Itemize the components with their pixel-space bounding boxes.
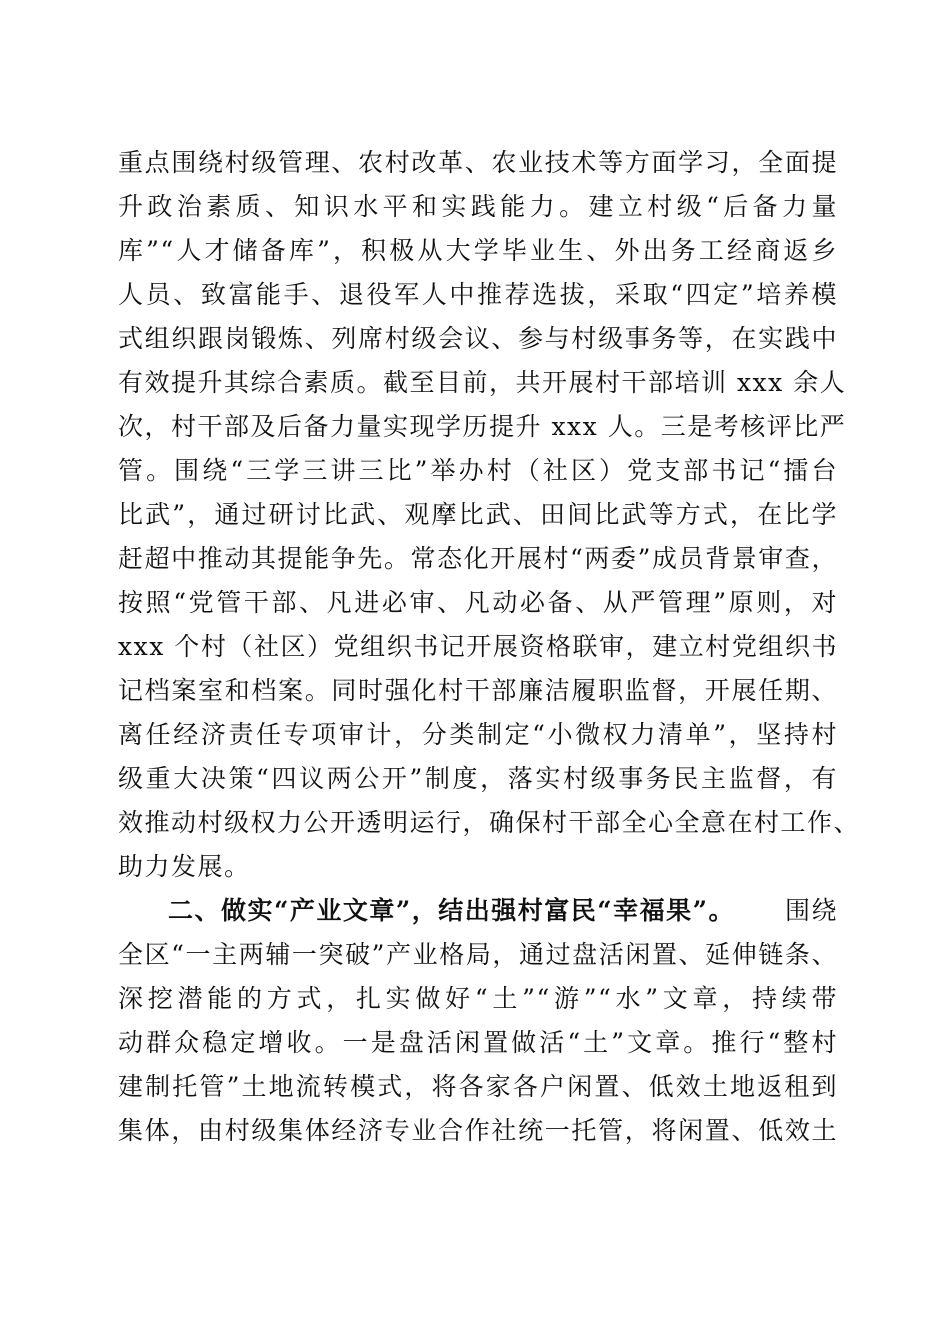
paragraph-1-line-5: 式组织跟岗锻炼、列席村级会议、参与村级事务等，在实践中 xyxy=(118,324,838,353)
paragraph-1-line-10: 赶超中推动其提能争先。常态化开展村“两委”成员背景审查， xyxy=(118,544,838,573)
paragraph-2-line-1 xyxy=(168,896,838,926)
paragraph-1-line-6: 有效提升其综合素质。截至目前，共开展村干部培训 xxx 余人 xyxy=(118,368,847,397)
paragraph-1-line-8: 管。围绕“三学三讲三比”举办村（社区）党支部书记“擂台 xyxy=(118,456,838,485)
paragraph-1-line-14: 离任经济责任专项审计，分类制定“小微权力清单”，坚持村 xyxy=(118,720,838,749)
paragraph-2-line-6: 集体，由村级集体经济专业合作社统一托管，将闲置、低效土 xyxy=(118,1116,838,1145)
section-heading: 二、做实“产业文章”，结出强村富民“幸福果”。 xyxy=(168,896,736,925)
paragraph-1-line-3: 库”“人才储备库”，积极从大学毕业生、外出务工经商返乡 xyxy=(118,236,838,265)
paragraph-2-line-2: 全区“一主两辅一突破”产业格局，通过盘活闲置、延伸链条、 xyxy=(118,940,838,969)
paragraph-2-line-4: 动群众稳定增收。一是盘活闲置做活“土”文章。推行“整村 xyxy=(118,1028,838,1057)
paragraph-1-line-1: 重点围绕村级管理、农村改革、农业技术等方面学习，全面提 xyxy=(118,148,838,177)
paragraph-1-line-7: 次，村干部及后备力量实现学历提升 xxx 人。三是考核评比严 xyxy=(118,412,847,441)
paragraph-2-line-3: 深挖潜能的方式，扎实做好“土”“游”“水”文章，持续带 xyxy=(118,984,838,1013)
paragraph-1-line-17: 助力发展。 xyxy=(118,852,251,881)
paragraph-1-line-9: 比武”，通过研讨比武、观摩比武、田间比武等方式，在比学 xyxy=(118,500,838,529)
paragraph-1-line-12: xxx 个村（社区）党组织书记开展资格联审，建立村党组织书 xyxy=(118,632,838,661)
paragraph-1-line-4: 人员、致富能手、退役军人中推荐选拔，采取“四定”培养模 xyxy=(118,280,838,309)
paragraph-1-line-11: 按照“党管干部、凡进必审、凡动必备、从严管理”原则，对 xyxy=(118,588,838,617)
paragraph-1-line-2: 升政治素质、知识水平和实践能力。建立村级“后备力量 xyxy=(118,192,838,221)
paragraph-1-line-16: 效推动村级权力公开透明运行，确保村干部全心全意在村工作、 xyxy=(118,808,861,837)
paragraph-1-line-15: 级重大决策“四议两公开”制度，落实村级事务民主监督，有 xyxy=(118,764,838,793)
paragraph-1-line-13: 记档案室和档案。同时强化村干部廉洁履职监督，开展任期、 xyxy=(118,676,838,705)
paragraph-2-line-5: 建制托管”土地流转模式，将各家各户闲置、低效土地返租到 xyxy=(118,1072,838,1101)
paragraph-2-line-1-tail: 围绕 xyxy=(784,896,838,925)
